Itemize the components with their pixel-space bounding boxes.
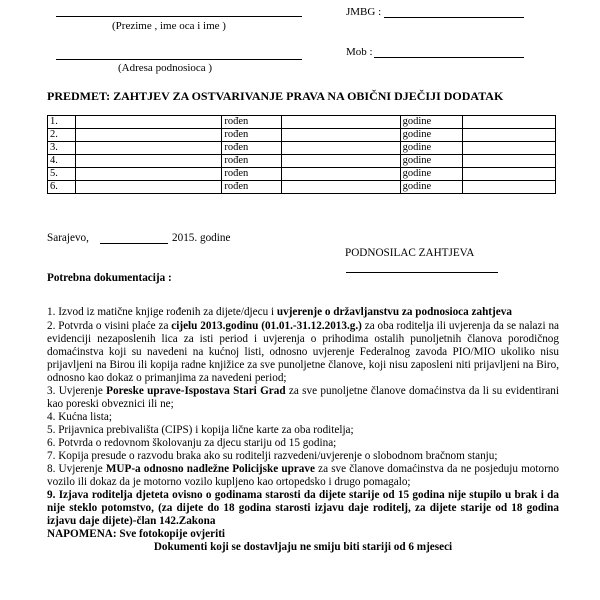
birth-date-cell[interactable] <box>282 142 401 155</box>
subject-heading: PREDMET: ZAHTJEV ZA OSTVARIVANJE PRAVA NA OBIČNI DJEČIJI DODATAK <box>47 89 504 103</box>
birth-date-cell[interactable] <box>282 168 401 181</box>
born-label: rođen <box>222 116 282 129</box>
row-number: 1. <box>48 116 76 129</box>
jmbg-label: JMBG : <box>346 6 382 18</box>
table-row <box>48 129 556 142</box>
mob-label: Mob : <box>346 46 373 58</box>
year-label: godine <box>400 155 462 168</box>
row-number: 6. <box>48 181 76 194</box>
child-name-cell[interactable] <box>75 168 221 181</box>
row-number: 5. <box>48 168 76 181</box>
year-label: godine <box>400 168 462 181</box>
birth-date-cell[interactable] <box>282 181 401 194</box>
birth-date-cell[interactable] <box>282 155 401 168</box>
list-item: 9. Izjava roditelja djeteta ovisno o godinama starosti da dijete starije od 15 godina nije stupilo u brak i da nije steklo potomstvo, (za dijete do 18 godina starosti izjavu daje roditelj, za dijete starije od 18 godina izjavu daje dijete)-član 142.Zakona <box>47 489 559 527</box>
row-number: 4. <box>48 155 76 168</box>
birth-date-cell[interactable] <box>282 129 401 142</box>
item-text: 3. Uvjerenje <box>47 385 107 397</box>
extra-cell[interactable] <box>462 155 555 168</box>
address-caption: (Adresa podnosioca ) <box>118 62 213 74</box>
item-bold-text: Poreske uprave-Ispostava Stari Grad <box>106 385 286 397</box>
address-line[interactable] <box>56 59 302 60</box>
item-text: 1. Izvod iz matične knjige rođenih za dijete/djecu i <box>47 306 277 318</box>
list-item <box>47 306 559 319</box>
list-item: 5. Prijavnica prebivališta (CIPS) i kopija lične karte za oba roditelja; <box>47 424 354 436</box>
table-row <box>48 155 556 168</box>
birth-date-cell[interactable] <box>282 116 401 129</box>
table-row <box>48 142 556 155</box>
year-label: godine <box>400 116 462 129</box>
item-text: za sve punoljetne članove domaćinstva da li su evidentirani kao poreski obveznici ili ne; <box>47 385 560 410</box>
list-item: 4. Kućna lista; <box>47 411 112 423</box>
row-number: 3. <box>48 142 76 155</box>
table-row <box>48 181 556 194</box>
table-row <box>48 168 556 181</box>
name-line[interactable] <box>56 16 302 17</box>
note-text: NAPOMENA: Sve fotokopije ovjeriti <box>47 528 226 540</box>
item-text: 2. Potvrda o visini plaće za <box>47 320 172 332</box>
year-label: godine <box>400 181 462 194</box>
extra-cell[interactable] <box>462 181 555 194</box>
list-item: 7. Kopija presude o razvodu braka ako su roditelji razvedeni/uvjerenje o slobodnom bračnom stanju; <box>47 450 498 462</box>
born-label: rođen <box>222 168 282 181</box>
docs-title: Potrebna dokumentacija : <box>47 272 172 284</box>
born-label: rođen <box>222 155 282 168</box>
footer-text: Dokumenti koji se dostavljaju ne smiju biti stariji od 6 mjeseci <box>153 541 453 553</box>
list-item: 6. Potvrda o redovnom školovanju za djecu stariju od 15 godina; <box>47 437 337 449</box>
year-label: 2015. godine <box>172 232 231 244</box>
date-line[interactable] <box>100 243 168 244</box>
born-label: rođen <box>222 181 282 194</box>
item-bold-text: uvjerenje o državljanstvu za podnosioca zahtjeva <box>276 306 512 318</box>
mob-line[interactable] <box>374 57 524 58</box>
child-name-cell[interactable] <box>75 142 221 155</box>
child-name-cell[interactable] <box>75 181 221 194</box>
born-label: rođen <box>222 129 282 142</box>
item-bold-text: cijelu 2013.godinu (01.01.-31.12.2013.g.) <box>171 320 362 332</box>
item-text: 8. Uvjerenje <box>47 463 106 475</box>
row-number: 2. <box>48 129 76 142</box>
children-table <box>47 115 556 194</box>
child-name-cell[interactable] <box>75 116 221 129</box>
extra-cell[interactable] <box>462 142 555 155</box>
list-item <box>47 385 559 411</box>
child-name-cell[interactable] <box>75 155 221 168</box>
item-text: za sve članove domaćinstva da ne posjeduju motorno vozilo ili dokaz da je motorno vozilo kupljeno kao ortopedsko i drugo pomagalo; <box>47 463 560 488</box>
place-label: Sarajevo, <box>47 232 89 244</box>
table-row <box>48 116 556 129</box>
year-label: godine <box>400 142 462 155</box>
name-caption: (Prezime , ime oca i ime ) <box>112 20 226 32</box>
extra-cell[interactable] <box>462 168 555 181</box>
extra-cell[interactable] <box>462 129 555 142</box>
list-item <box>47 320 559 385</box>
year-label: godine <box>400 129 462 142</box>
child-name-cell[interactable] <box>75 129 221 142</box>
jmbg-line[interactable] <box>384 17 524 18</box>
extra-cell[interactable] <box>462 116 555 129</box>
docs-list <box>47 306 559 554</box>
applicant-label: PODNOSILAC ZAHTJEVA <box>345 247 475 259</box>
list-item <box>47 463 559 489</box>
signature-line[interactable] <box>346 272 498 273</box>
item-text: za oba roditelja ili uvjerenja da se nalazi na evidenciji nezaposlenih lica za isti period i uvjerenja o prihodima ostalih punoljetnih članova porodičnog domaćinstva koji su navedeni na kućnoj listi, odnosno uvjerenje Federalnog zavoda PIO/MIO ukoliko nisu prijavljeni na Birou ili kopija radne knjižice za sve punoljetne članove, koji nisu zaposleni niti prijavljeni na Biro, odnosno kao dokaz o primanjima za navedeni period; <box>47 320 560 384</box>
item-bold-text: MUP-a odnosno nadležne Policijske uprave <box>105 463 315 475</box>
born-label: rođen <box>222 142 282 155</box>
